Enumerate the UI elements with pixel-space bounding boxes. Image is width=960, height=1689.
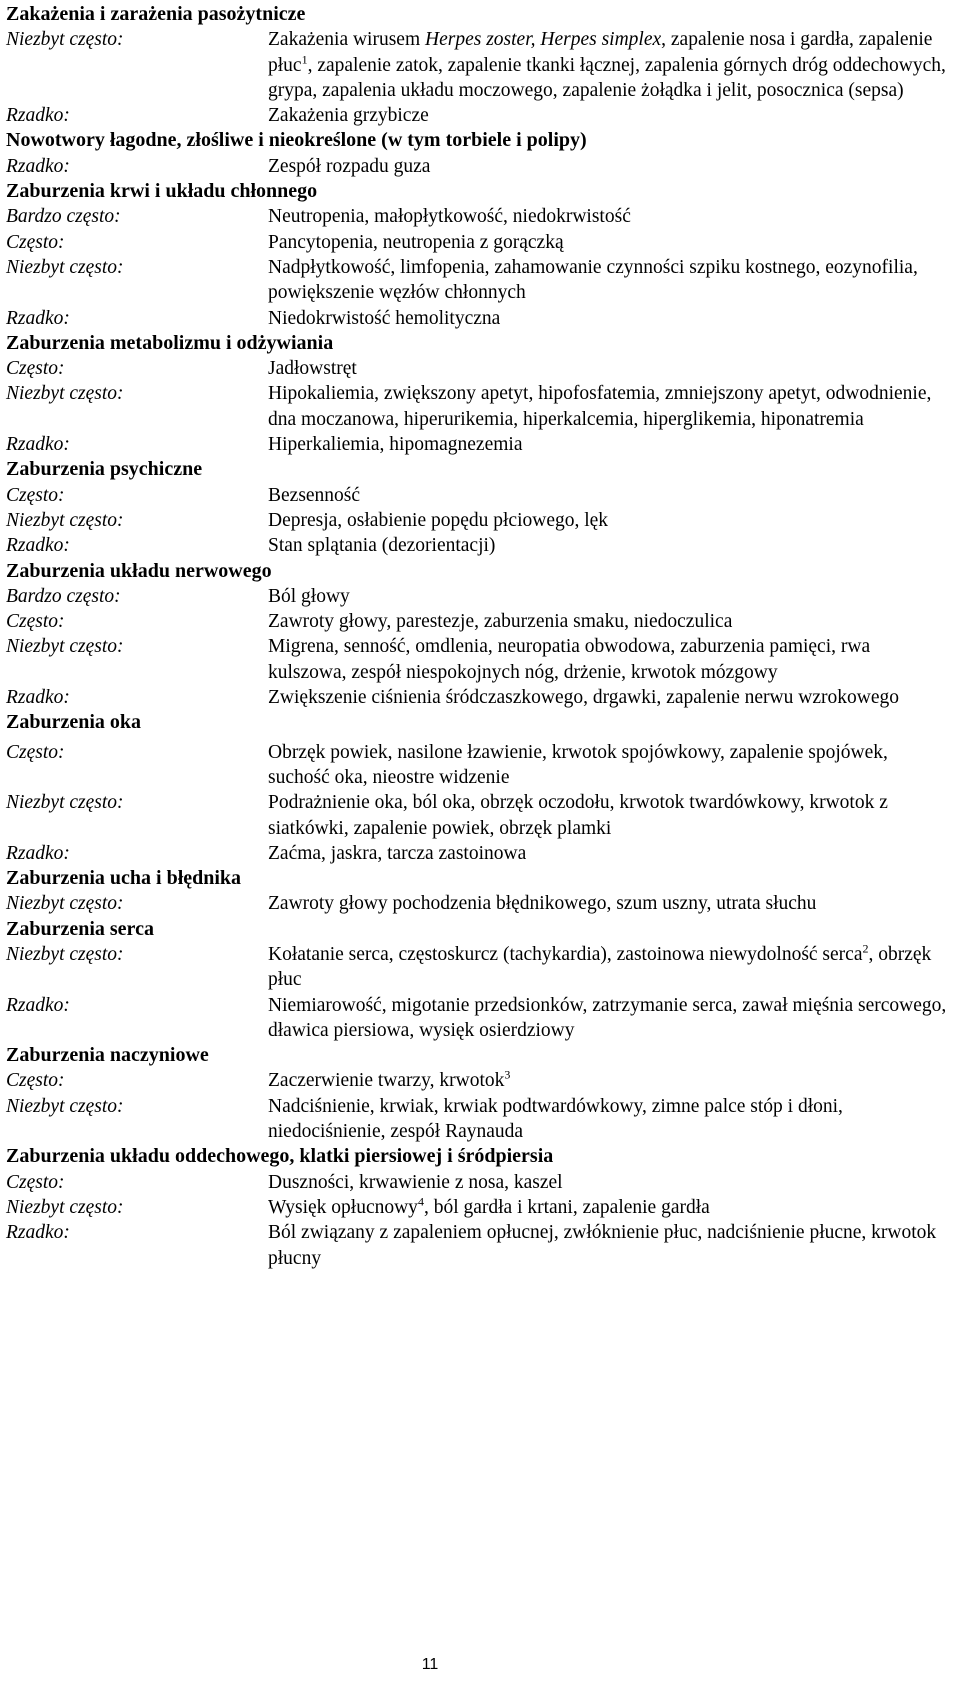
section-title: Zaburzenia ucha i błędnika — [6, 867, 242, 890]
footnote-ref: 4 — [417, 1194, 424, 1209]
section-title: Zaburzenia układu nerwowego — [6, 559, 272, 582]
text-segment: Migrena, senność, omdlenia, neuropatia obwodowa, zaburzenia pamięci, rwa kulszowa, zespół niespokojnych nóg, drżenie, krwotok mózgowy — [268, 636, 871, 683]
text-segment: Niedokrwistość hemolityczna — [268, 307, 501, 329]
adverse-effects-text — [268, 584, 948, 609]
frequency-row — [6, 533, 956, 558]
text-segment: Nadpłytkowość, limfopenia, zahamowanie czynności szpiku kostnego, eozynofilia, powiększenie węzłów chłonnych — [268, 256, 918, 304]
text-segment: Zaczerwienie twarzy, krwotok — [268, 1070, 505, 1092]
frequency-row — [6, 609, 956, 634]
adverse-effects-text — [268, 993, 948, 1044]
frequency-label: Rzadko: — [6, 687, 70, 709]
footnote-ref: 2 — [862, 941, 869, 956]
adverse-effects-text — [268, 230, 948, 255]
adverse-effects-text — [268, 154, 948, 179]
section-title: Zaburzenia naczyniowe — [6, 1044, 209, 1067]
section-title: Zaburzenia krwi i układu chłonnego — [6, 180, 318, 203]
text-segment: Obrzęk powiek, nasilone łzawienie, krwotok spojówkowy, zapalenie spojówek, suchość oka, nieostre widzenie — [268, 741, 888, 788]
section-title: Zaburzenia oka — [6, 711, 142, 734]
frequency-label: Często: — [6, 484, 65, 506]
text-segment: Kołatanie serca, częstoskurcz (tachykardia), zastoinowa niewydolność serca — [268, 943, 863, 965]
section-title: Zaburzenia metabolizmu i odżywiania — [6, 331, 334, 354]
frequency-row — [6, 27, 956, 103]
adverse-effects-text — [268, 740, 948, 791]
text-segment: Bezsenność — [268, 484, 361, 506]
text-segment: , zapalenie zatok, zapalenie tkanki łącznej, zapalenia górnych dróg oddechowych, grypa, zapalenia układu moczowego, zapalenie żołądka i jelit, posocznica (sepsa) — [268, 54, 946, 101]
frequency-row — [6, 255, 956, 306]
text-segment: Jadłowstręt — [268, 358, 357, 380]
frequency-row — [6, 432, 956, 457]
frequency-row — [6, 154, 956, 179]
text-segment: Nadciśnienie, krwiak, krwiak podtwardówkowy, zimne palce stóp i dłoni, niedociśnienie, zespół Raynauda — [268, 1095, 843, 1143]
text-segment: Pancytopenia, neutropenia z gorączką — [268, 231, 564, 253]
frequency-label: Często: — [6, 1070, 65, 1092]
adverse-effects-text — [268, 508, 948, 533]
frequency-label: Rzadko: — [6, 434, 70, 456]
text-segment: Zwiększenie ciśnienia śródczaszkowego, drgawki, zapalenie nerwu wzrokowego — [268, 687, 899, 709]
text-segment: Zawroty głowy, parestezje, zaburzenia smaku, niedoczulica — [268, 611, 733, 633]
frequency-row — [6, 1195, 956, 1220]
frequency-row — [6, 381, 956, 432]
section — [6, 1144, 956, 1270]
adverse-effects-text — [268, 634, 948, 685]
page-number: 11 — [421, 1656, 439, 1673]
adverse-effects-text — [268, 1195, 948, 1220]
frequency-row — [6, 483, 956, 508]
frequency-row — [6, 1068, 956, 1093]
text-segment: Zespół rozpadu guza — [268, 155, 431, 177]
footnote-ref: 1 — [301, 52, 308, 67]
adverse-effects-text — [268, 891, 948, 916]
adverse-effects-text — [268, 1094, 948, 1145]
adverse-effects-text — [268, 942, 948, 993]
frequency-label: Często: — [6, 231, 65, 253]
text-segment: Zakażenia wirusem — [268, 29, 426, 51]
text-segment: Zawroty głowy pochodzenia błędnikowego, szum uszny, utrata słuchu — [268, 893, 817, 915]
adverse-effects-text — [268, 841, 948, 866]
section — [6, 866, 956, 917]
text-segment: Zaćma, jaskra, tarcza zastoinowa — [268, 842, 527, 864]
text-segment: Hiperkaliemia, hipomagnezemia — [268, 434, 523, 456]
text-segment: Depresja, osłabienie popędu płciowego, lęk — [268, 509, 609, 531]
frequency-row — [6, 841, 956, 866]
frequency-label: Bardzo często: — [6, 585, 121, 607]
frequency-row — [6, 790, 956, 841]
frequency-label: Rzadko: — [6, 535, 70, 557]
frequency-row — [6, 584, 956, 609]
adverse-effects-text — [268, 1170, 948, 1195]
section-title: Zaburzenia układu oddechowego, klatki piersiowej i śródpiersia — [6, 1145, 554, 1168]
frequency-row — [6, 103, 956, 128]
text-segment: Zakażenia grzybicze — [268, 105, 429, 127]
adverse-effects-text — [268, 27, 948, 103]
frequency-label: Niezbyt często: — [6, 943, 124, 965]
frequency-row — [6, 891, 956, 916]
adverse-effects-text — [268, 609, 948, 634]
section-title: Zaburzenia psychiczne — [6, 458, 203, 481]
section — [6, 128, 956, 179]
section — [6, 2, 956, 128]
frequency-label: Rzadko: — [6, 105, 70, 127]
section-title: Zaburzenia serca — [6, 917, 154, 940]
text-segment: Niemiarowość, migotanie przedsionków, zatrzymanie serca, zawał mięśnia sercowego, dławica piersiowa, wysięk osierdziowy — [268, 994, 947, 1041]
text-segment: Ból głowy — [268, 585, 350, 607]
section — [6, 179, 956, 331]
frequency-row — [6, 993, 956, 1044]
document-page — [6, 0, 956, 1271]
section — [6, 710, 956, 866]
section — [6, 331, 956, 457]
frequency-label: Rzadko: — [6, 1222, 70, 1244]
frequency-label: Niezbyt często: — [6, 509, 124, 531]
section — [6, 559, 956, 711]
frequency-label: Niezbyt często: — [6, 1095, 124, 1117]
frequency-row — [6, 306, 956, 331]
frequency-label: Rzadko: — [6, 842, 70, 864]
frequency-label: Niezbyt często: — [6, 792, 124, 814]
adverse-effects-text — [268, 204, 948, 229]
text-segment: Neutropenia, małopłytkowość, niedokrwistość — [268, 206, 631, 228]
text-segment: Hipokaliemia, zwiększony apetyt, hipofosfatemia, zmniejszony apetyt, odwodnienie, dna moczanowa, hiperurikemia, hiperkalcemia, hiperglikemia, hiponatremia — [268, 383, 932, 430]
frequency-row — [6, 685, 956, 710]
frequency-label: Niezbyt często: — [6, 383, 124, 405]
adverse-effects-text — [268, 685, 948, 710]
frequency-row — [6, 942, 956, 993]
frequency-label: Bardzo często: — [6, 206, 121, 228]
frequency-label: Niezbyt często: — [6, 1196, 124, 1218]
text-segment: Stan splątania (dezorientacji) — [268, 535, 496, 557]
frequency-label: Często: — [6, 358, 65, 380]
adverse-effects-text — [268, 356, 948, 381]
adverse-effects-text — [268, 483, 948, 508]
frequency-row — [6, 204, 956, 229]
text-segment: , obrzęk płuc — [268, 943, 932, 991]
adverse-effects-text — [268, 1068, 948, 1093]
frequency-label: Rzadko: — [6, 994, 70, 1016]
frequency-label: Rzadko: — [6, 307, 70, 329]
frequency-row — [6, 1170, 956, 1195]
text-segment: , ból gardła i krtani, zapalenie gardła — [423, 1196, 710, 1218]
section — [6, 1043, 956, 1144]
section-title: Zakażenia i zarażenia pasożytnicze — [6, 3, 306, 25]
frequency-label: Niezbyt często: — [6, 636, 124, 658]
frequency-row — [6, 740, 956, 791]
adverse-effects-text — [268, 255, 948, 306]
frequency-row — [6, 230, 956, 255]
adverse-effects-text — [268, 432, 948, 457]
frequency-row — [6, 634, 956, 685]
section-title: Nowotwory łagodne, złośliwe i nieokreślone (w tym torbiele i polipy) — [6, 129, 587, 152]
footnote-ref: 3 — [504, 1067, 511, 1082]
frequency-label: Często: — [6, 611, 65, 633]
adverse-effects-text — [268, 1220, 948, 1271]
adverse-effects-text — [268, 533, 948, 558]
frequency-row — [6, 1220, 956, 1271]
section — [6, 917, 956, 1043]
adverse-effects-text — [268, 103, 948, 128]
text-segment: Podrażnienie oka, ból oka, obrzęk oczodołu, krwotok twardówkowy, krwotok z siatkówki, zapalenie powiek, obrzęk plamki — [268, 792, 888, 839]
adverse-effects-text — [268, 790, 948, 841]
frequency-label: Rzadko: — [6, 155, 70, 177]
text-segment: Ból związany z zapaleniem opłucnej, zwłóknienie płuc, nadciśnienie płucne, krwotok płucny — [268, 1222, 937, 1269]
frequency-row — [6, 1094, 956, 1145]
frequency-row — [6, 356, 956, 381]
frequency-label: Często: — [6, 1171, 65, 1193]
frequency-row — [6, 508, 956, 533]
text-segment: Duszności, krwawienie z nosa, kaszel — [268, 1171, 563, 1193]
text-segment: Herpes zoster, Herpes simplex — [425, 29, 662, 51]
frequency-label: Niezbyt często: — [6, 893, 124, 915]
text-segment: , zapalenie nosa i gardła, zapalenie płuc — [268, 29, 933, 76]
text-segment: Wysięk opłucnowy — [268, 1196, 418, 1218]
frequency-label: Często: — [6, 741, 65, 763]
adverse-effects-text — [268, 381, 948, 432]
adverse-effects-text — [268, 306, 948, 331]
frequency-label: Niezbyt często: — [6, 29, 124, 51]
frequency-label: Niezbyt często: — [6, 256, 124, 278]
section — [6, 457, 956, 558]
